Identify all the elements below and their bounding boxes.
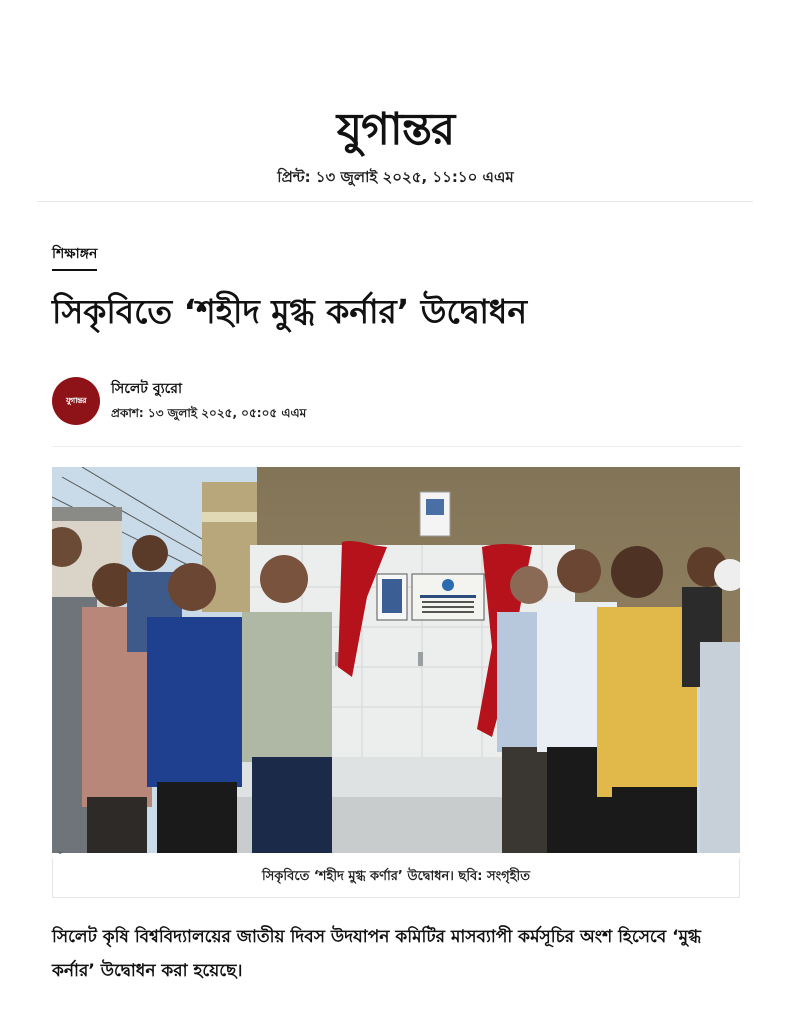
print-timestamp: প্রিন্ট: ১৩ জুলাই ২০২৫, ১১:১০ এএম (277, 168, 514, 186)
publish-timestamp: প্রকাশ: ১৩ জুলাই ২০২৫, ০৫:০৫ এএম (111, 406, 307, 420)
image-caption-box (52, 858, 740, 898)
article-body: সিলেট কৃষি বিশ্ববিদ্যালয়ের জাতীয় দিবস উদযাপন কমিটির মাসব্যাপী কর্মসূচির অংশ হিসেবে ‘মুগ্ধ কর্নার’ উদ্বোধন করা হয়েছে। (52, 927, 701, 981)
avatar-logo: যুগান্তর (65, 395, 87, 405)
category-link[interactable]: শিক্ষাঙ্গন (52, 242, 97, 271)
photo-illustration (52, 467, 740, 853)
logo-wrapper (0, 104, 791, 156)
chevron-down-icon[interactable]: ⌄ (56, 846, 65, 857)
author-avatar (52, 377, 100, 425)
image-caption: সিকৃবিতে ‘শহীদ মুগ্ধ কর্ণার’ উদ্বোধন। ছবি: সংগৃহীত (262, 869, 530, 884)
article-headline: সিকৃবিতে ‘শহীদ মুগ্ধ কর্নার’ উদ্বোধন (52, 292, 528, 331)
byline-divider (52, 446, 742, 447)
site-logo[interactable]: যুগান্তর (336, 104, 455, 155)
article-photo (52, 467, 740, 853)
header-divider (37, 201, 753, 202)
author-name[interactable]: সিলেট ব্যুরো (111, 381, 183, 397)
